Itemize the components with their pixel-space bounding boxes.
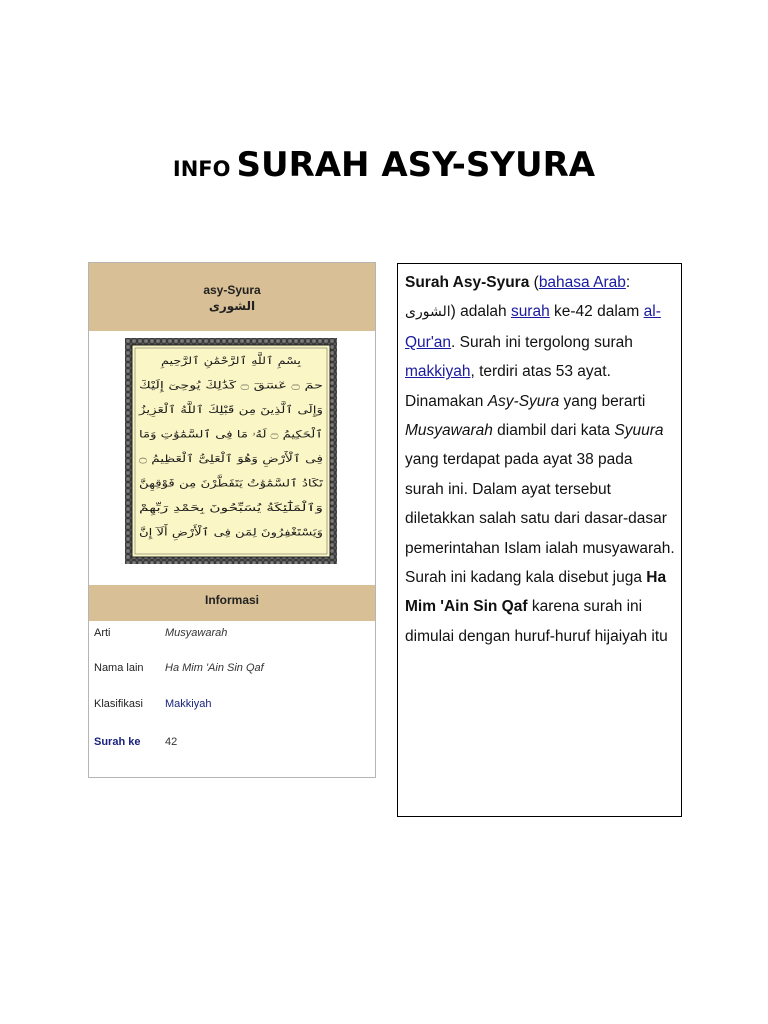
infobox-value: Musyawarah [165,627,228,639]
text-run: . Surah ini tergolong surah [451,333,633,351]
text-run: ) adalah [450,303,511,321]
infobox-key: Nama lain [94,662,144,674]
arabic-name: الشورى [405,304,451,321]
infobox-row-arti [89,627,375,647]
infobox-row-surah-ke [89,736,375,756]
link-surah[interactable]: surah [510,303,550,321]
mushaf-page-svg [125,338,337,564]
infobox-section-informasi: Informasi [89,585,375,621]
text-run: yang berarti [559,392,646,410]
mushaf-line: وَٱلْمَلَٰٓئِكَةُ يُسَبِّحُونَ بِحَمْدِ رَبِّهِمْ [139,503,259,514]
mushaf-line: وَإِلَى ٱلَّذِينَ مِن قَبْلِكَ ٱللَّهُ ٱلْعَزِيزُ [139,405,277,416]
mushaf-line: وَيَسْتَغْفِرُونَ لِمَن فِى ٱلْأَرْضِ أَلَآ إِنَّ [139,527,279,539]
infobox-name-arabic: الشورى [208,299,256,313]
text-run: yang terdapat pada ayat 38 pada surah ini. Dalam ayat tersebut diletakkan salah satu dari dasar-dasar pemerintahan Islam ialah musyawarah. Surah ini kadang kala disebut juga [405,451,675,587]
surah-infobox [88,262,376,778]
link-al-quran[interactable]: al-Qur'an [405,303,661,351]
text-run: , terdiri atas 53 ayat. Dinamakan [405,363,611,410]
infobox-header [89,263,375,331]
page-title-prefix: INFO [172,157,231,181]
infobox-row-klasifikasi [89,698,375,718]
text-run: ( [529,274,539,291]
mushaf-line: بِسْمِ ٱللَّهِ ٱلرَّحْمَٰنِ ٱلرَّحِيمِ [161,356,271,367]
mushaf-line: حمٓ ۝ عٓسٓقٓ ۝ كَذَٰلِكَ يُوحِىٓ إِلَيْكَ [139,380,317,392]
link-makkiyah[interactable]: makkiyah [405,363,471,381]
infobox-key: Arti [94,627,111,639]
infobox-key-link[interactable]: Surah ke [94,736,141,748]
mushaf-line: فِى ٱلْأَرْضِ وَهُوَ ٱلْعَلِىُّ ٱلْعَظِيمُ ۝ [139,454,277,465]
surah-name-bold: Surah Asy-Syura [405,274,530,291]
text-run: diambil dari kata [492,422,615,440]
text-run: ke-42 dalam [549,303,644,321]
text-run: : [625,274,631,291]
mushaf-line: تَكَادُ ٱلسَّمَٰوَٰتُ يَتَفَطَّرْنَ مِن فَوْقِهِنَّ [139,478,278,490]
infobox-name-latin: asy-Syura [203,283,261,297]
page-title [0,145,768,185]
infobox-value: 42 [165,736,178,748]
infobox-key: Klasifikasi [94,698,143,710]
infobox-row-nama-lain [89,662,375,682]
link-bahasa-arab[interactable]: bahasa Arab [538,274,626,291]
text-run: karena surah ini dimulai dengan huruf-huruf hijaiyah itu [405,598,668,645]
italic-asy-syura: Asy-Syura [487,392,560,410]
italic-syuura: Syuura [614,422,664,440]
mushaf-line: ٱلْحَكِيمُ ۝ لَهُۥ مَا فِى ٱلسَّمَٰوَٰتِ وَمَا [139,429,313,441]
mushaf-page-image [125,338,337,564]
infobox-value: Ha Mim 'Ain Sin Qaf [165,662,264,674]
bold-ha-mim: Ha Mim 'Ain Sin Qaf [405,569,667,616]
article-text-box [397,263,682,817]
infobox-value-link[interactable]: Makkiyah [165,698,212,710]
page-title-main: SURAH ASY-SYURA [236,145,596,185]
italic-musyawarah: Musyawarah [405,422,493,440]
